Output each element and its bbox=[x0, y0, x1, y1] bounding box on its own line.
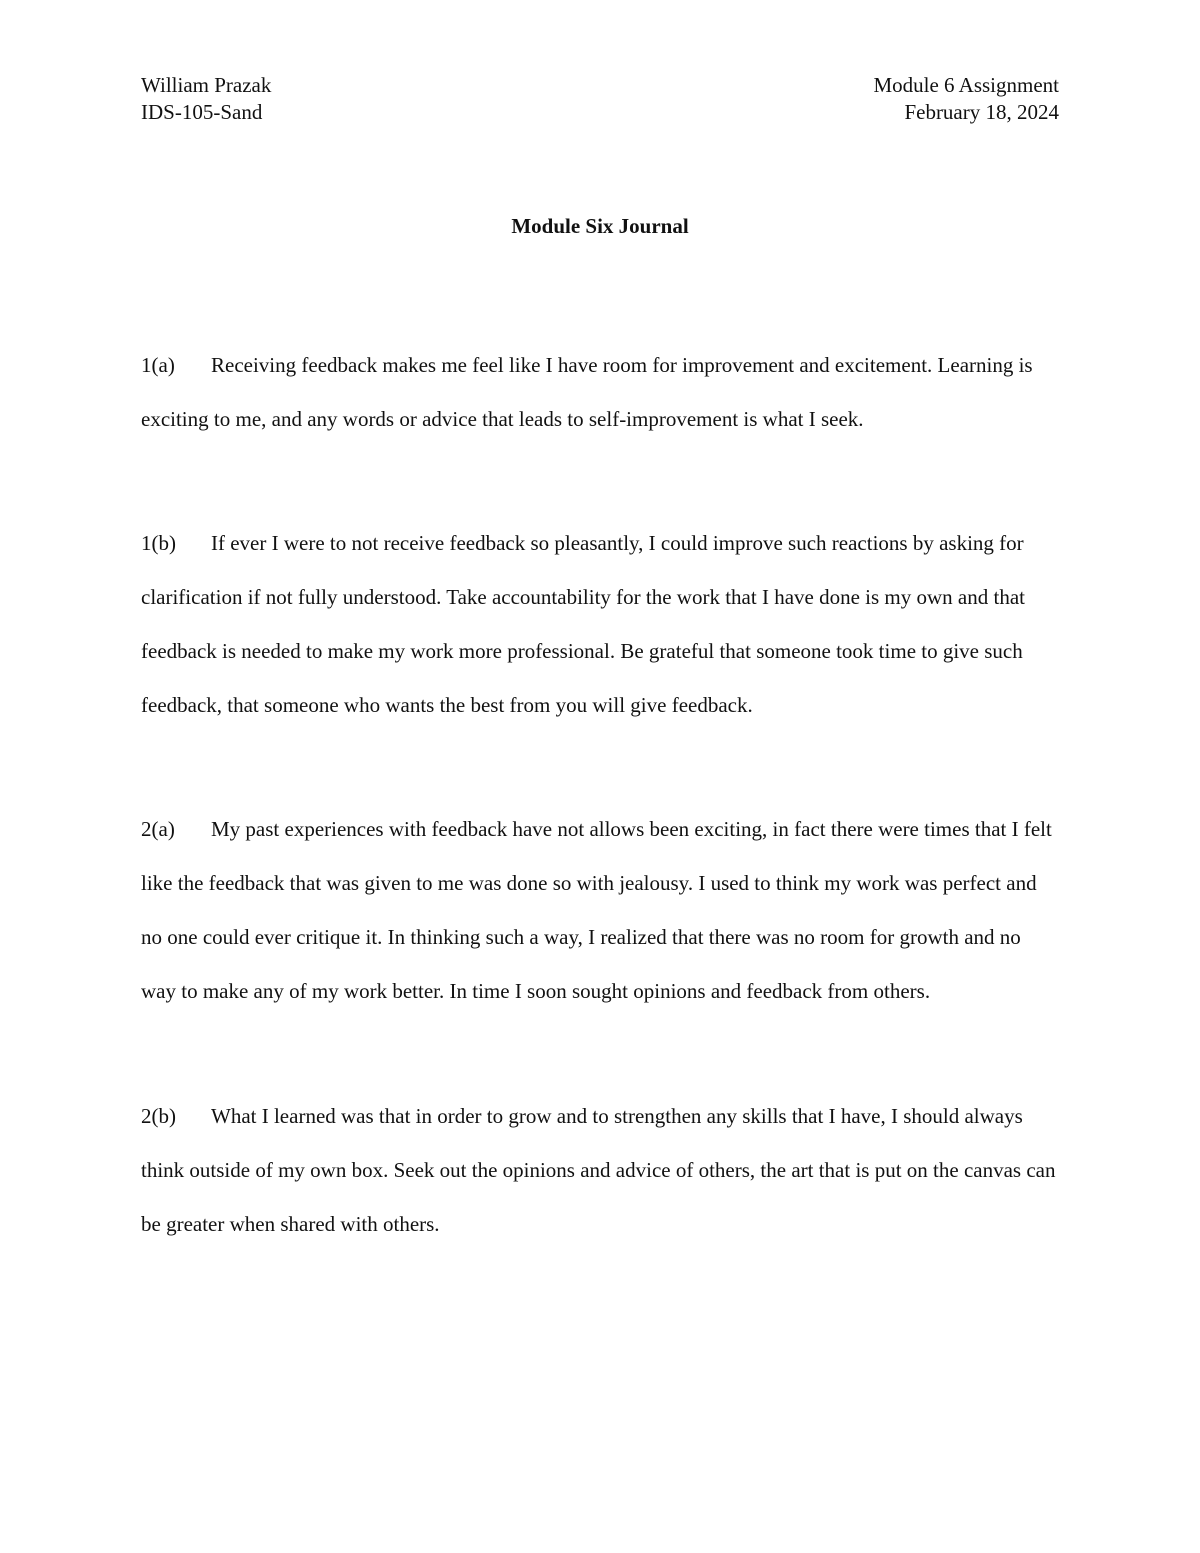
paragraph-1a bbox=[141, 338, 1059, 446]
paragraph-number: 1(b) bbox=[141, 531, 176, 555]
header-row-2 bbox=[141, 99, 1059, 126]
paragraph-2a bbox=[141, 802, 1059, 1018]
paragraph-number: 2(a) bbox=[141, 817, 175, 841]
paragraph-text: What I learned was that in order to grow and to strengthen any skills that I have, I should always think outside of my own box. Seek out the opinions and advice of others, the art that is put on the canvas can be greater when shared with others. bbox=[141, 1104, 1056, 1236]
header-row-1 bbox=[141, 72, 1059, 99]
document-header bbox=[141, 72, 1059, 126]
paragraph-number: 1(a) bbox=[141, 353, 175, 377]
course-code: IDS-105-Sand bbox=[141, 100, 263, 124]
author-name: William Prazak bbox=[141, 73, 272, 97]
paragraph-text: If ever I were to not receive feedback so pleasantly, I could improve such reactions by asking for clarification if not fully understood. Take accountability for the work that I have done is my own and that feedback is needed to make my work more professional. Be grateful that someone took time to give such feedback, that someone who wants the best from you will give feedback. bbox=[141, 531, 1025, 717]
paragraph-text: Receiving feedback makes me feel like I have room for improvement and excitement. Learning is exciting to me, and any words or advice that leads to self-improvement is what I seek. bbox=[141, 353, 1033, 431]
document-date: February 18, 2024 bbox=[904, 100, 1059, 124]
paragraph-text: My past experiences with feedback have not allows been exciting, in fact there were times that I felt like the feedback that was given to me was done so with jealousy. I used to think my work was perfect and no one could ever critique it. In thinking such a way, I realized that there was no room for growth and no way to make any of my work better. In time I soon sought opinions and feedback from others. bbox=[141, 817, 1052, 1003]
paragraph-number: 2(b) bbox=[141, 1104, 176, 1128]
assignment-name: Module 6 Assignment bbox=[873, 73, 1059, 97]
paragraph-2b bbox=[141, 1089, 1059, 1251]
page-title: Module Six Journal bbox=[511, 214, 689, 238]
paragraph-1b bbox=[141, 516, 1059, 732]
